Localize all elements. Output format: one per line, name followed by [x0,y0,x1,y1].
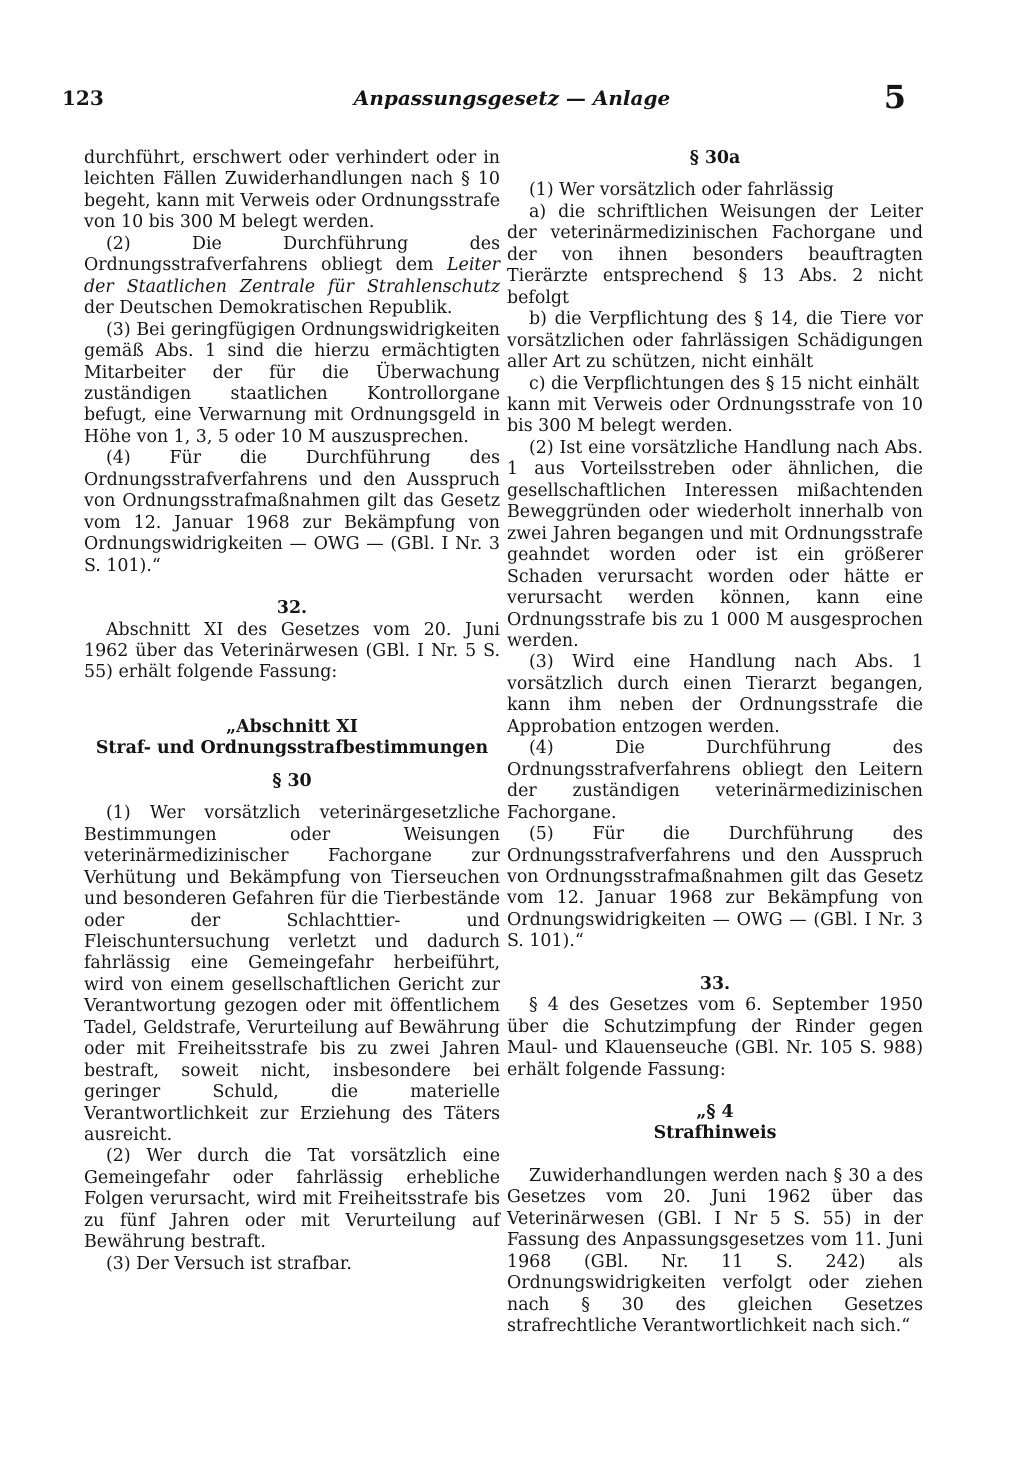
paragraph-4: (4) Für die Durchführung des Ordnungsstrafverfahrens und den Ausspruch von Ordnungsstrafmaßnahmen gilt das Gesetz vom 12. Januar 1968 zur Bekämpfung von Ordnungswidrigkeiten — OWG — (GBl. I Nr. 3 S. 101).“ [84,448,500,576]
paragraph-4-heading: „§ 4 [696,1102,734,1123]
paragraph-4-subheading: Strafhinweis [653,1123,777,1144]
paragraph-30a-item-c: c) die Verpflichtungen des § 15 nicht einhält [529,373,920,394]
left-column [84,148,500,1275]
item-33-text: § 4 des Gesetzes vom 6. September 1950 über die Schutzimpfung der Rinder gegen Maul- und Klauenseuche (GBl. Nr. 105 S. 988) erhält folgende Fassung: [507,995,923,1080]
paragraph-30-subsection-1: (1) Wer vorsätzlich veterinärgesetzliche Bestimmungen oder Weisungen veterinärmedizinischer Fachorgane zur Verhütung und Bekämpfung von Tierseuchen und besonderen Gefahren für die Tierbestände oder der Schlachttier- und Fleischuntersuchung verletzt und dadurch fahrlässig eine Gemeingefahr herbeiführt, wird von einem gesellschaftlichen Gericht zur Verantwortung gezogen oder mit öffentlichem Tadel, Geldstrafe, Verurteilung auf Bewährung oder mit Freiheitsstrafe bis zu zwei Jahren bestraft, soweit nicht, insbesondere bei geringer Schuld, die materielle Verantwortlichkeit zur Erziehung des Täters ausreicht. [84,803,500,1146]
paragraph-2 [84,234,500,320]
paragraph-30a-item-b: b) die Verpflichtung des § 14, die Tiere vor vorsätzlichen oder fahrlässigen Schädigungen aller Art zu schützen, nicht einhält [507,309,923,373]
paragraph-30a-subsection-3: (3) Wird eine Handlung nach Abs. 1 vorsätzlich durch einen Tierarzt begangen, kann ihm neben der Ordnungsstrafe die Approbation entzogen werden. [507,652,923,737]
section-heading: „Abschnitt XI [226,716,358,737]
section-subheading: Straf- und Ordnungsstrafbestimmungen [95,738,489,759]
paragraph-30-subsection-2: (2) Wer durch die Tat vorsätzlich eine Gemeingefahr oder fahrlässig erhebliche Folgen verursacht, wird mit Freiheitsstrafe bis zu fünf Jahren oder mit Verurteilung auf Bewährung bestraft. [84,1146,500,1253]
paragraph-30-heading: § 30 [272,770,312,791]
running-title: Anpassungsgesetz — Anlage [353,86,671,110]
paragraph-30a-subsection-5: (5) Für die Durchführung des Ordnungsstrafverfahrens und den Ausspruch von Ordnungsstrafmaßnahmen gilt das Gesetz vom 12. Januar 1968 zur Bekämpfung von Ordnungswidrigkeiten — OWG — (GBl. I Nr. 3 S. 101).“ [507,824,923,952]
paragraph-30a-tail: kann mit Verweis oder Ordnungsstrafe von 10 bis 300 M belegt werden. [507,394,923,437]
paragraph-2-italic: Leiter der Staatlichen Zentrale für Strahlenschutz [84,255,500,297]
volume-number: 5 [883,78,906,116]
item-33-number: 33. [699,973,731,994]
paragraph-2-text-a: (2) Die Durchführung des Ordnungsstrafverfahrens obliegt dem [84,233,500,276]
page-number: 123 [62,86,104,110]
right-column [507,148,923,1338]
paragraph-continuation: durchführt, erschwert oder verhindert oder in leichten Fällen Zuwiderhandlungen nach § 10 begeht, kann mit Verweis oder Ordnungsstrafe von 10 bis 300 M belegt werden. [84,148,500,233]
paragraph-30a-subsection-4: (4) Die Durchführung des Ordnungsstrafverfahrens obliegt den Leitern der zuständigen veterinärmedizinischen Fachorgane. [507,738,923,823]
paragraph-3: (3) Bei geringfügigen Ordnungswidrigkeiten gemäß Abs. 1 sind die hierzu ermächtigten Mitarbeiter der für die Überwachung zuständigen staatlichen Kontrollorgane befugt, eine Verwarnung mit Ordnungsgeld in Höhe von 1, 3, 5 oder 10 M auszusprechen. [84,319,500,447]
paragraph-30a-intro: (1) Wer vorsätzlich oder fahrlässig [529,180,834,201]
paragraph-30a-item-a: a) die schriftlichen Weisungen der Leiter der veterinärmedizinischen Fachorgane und der von ihnen besonders beauftragten Tierärzte entsprechend § 13 Abs. 2 nicht befolgt [507,201,923,308]
paragraph-4-text: Zuwiderhandlungen werden nach § 30 a des Gesetzes vom 20. Juni 1962 über das Veterinärwesen (GBl. I Nr 5 S. 55) in der Fassung des Anpassungsgesetzes vom 11. Juni 1968 (GBl. Nr. 11 S. 242) als Ordnungswidrigkeiten verfolgt oder ziehen nach § 30 des gleichen Gesetzes strafrechtliche Verantwortlichkeit nach sich.“ [507,1165,923,1337]
paragraph-30a-subsection-2: (2) Ist eine vorsätzliche Handlung nach Abs. 1 aus Vorteilsstreben oder ähnlichen, die gesellschaftlichen Interessen mißachtenden Beweggründen oder wiederholt innerhalb von zwei Jahren begangen und mit Ordnungsstrafe geahndet worden oder ist ein größerer Schaden verursacht worden oder hätte er verursacht werden können, kann eine Ordnungsstrafe bis zu 1 000 M ausgesprochen werden. [507,437,923,651]
item-32-text: Abschnitt XI des Gesetzes vom 20. Juni 1962 über das Veterinärwesen (GBl. I Nr. 5 S. 55) erhält folgende Fassung: [84,619,500,683]
item-32-number: 32. [276,598,308,619]
paragraph-30a-heading: § 30a [689,148,741,168]
paragraph-30-subsection-3: (3) Der Versuch ist strafbar. [106,1253,352,1274]
paragraph-2-text-b: der Deutschen Demokratischen Republik. [84,298,453,319]
